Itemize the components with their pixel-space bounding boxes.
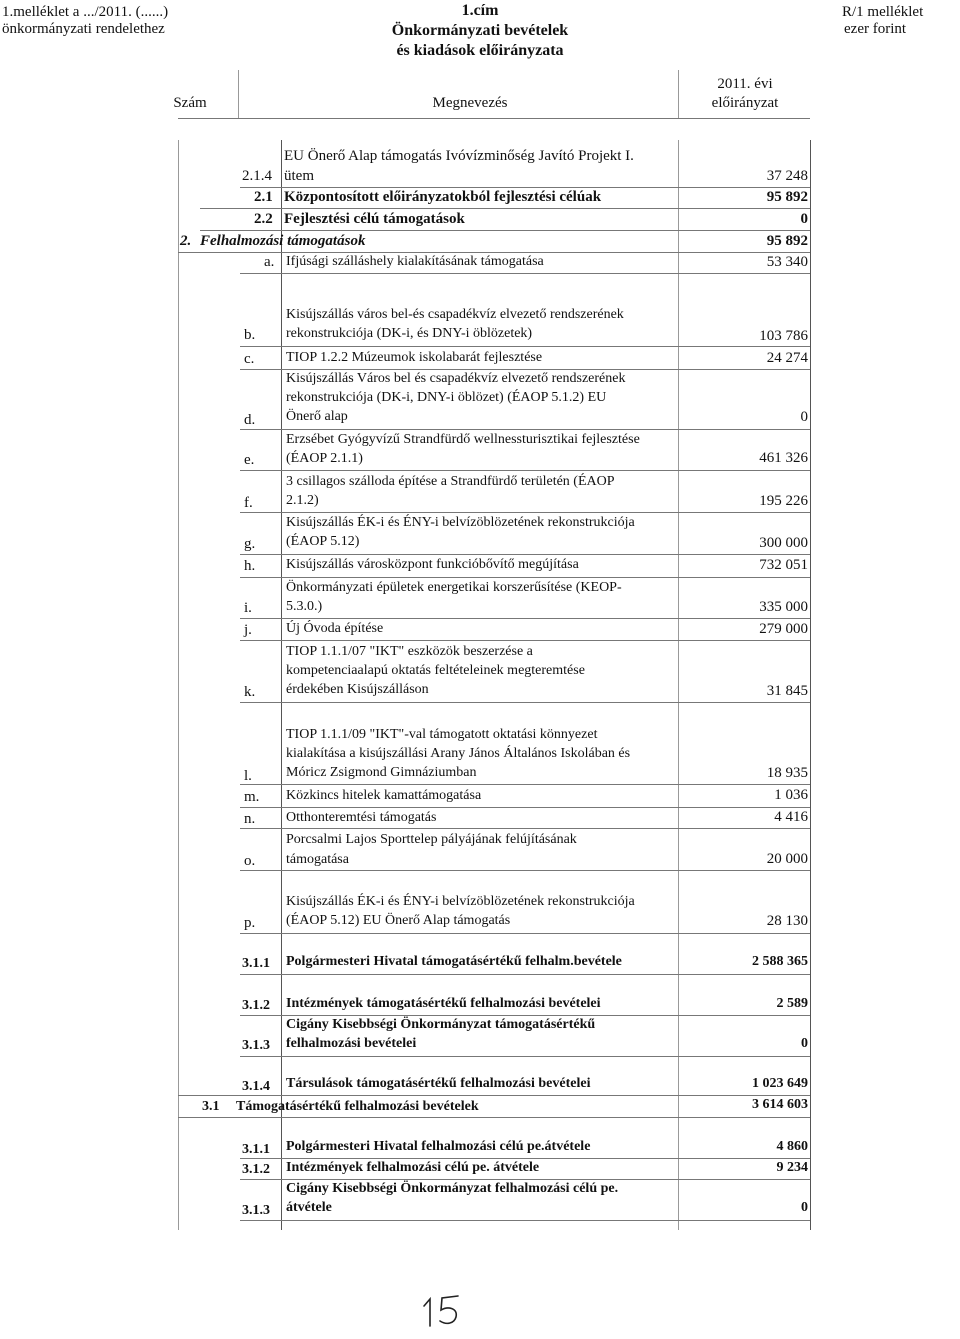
header-subtitle-2: és kiadások előirányzata xyxy=(396,42,564,59)
row-value: 18 935 xyxy=(766,765,808,781)
row-label: kialakítása a kisújszállási Arany János Általános Iskolában és xyxy=(286,746,631,761)
row-number: 2.2 xyxy=(254,211,273,227)
row-label: (ÉAOP 5.12) xyxy=(286,534,360,549)
header-left-line2: önkormányzati rendelethez xyxy=(2,21,165,37)
row-divider xyxy=(240,933,810,934)
row-divider xyxy=(240,429,810,430)
row-label: Kisújszállás Város bel és csapadékvíz elvezető rendszerének xyxy=(286,371,626,386)
row-label: Központosított előirányzatokból fejlesztési célúak xyxy=(284,189,602,205)
row-number: m. xyxy=(244,789,260,805)
row-value: 1 036 xyxy=(774,787,808,803)
row-value: 4 860 xyxy=(776,1139,808,1154)
row-label: Önkormányzati épületek energetikai korszerűsítése (KEOP- xyxy=(286,580,622,595)
row-label: 5.3.0.) xyxy=(286,599,323,614)
row-number: h. xyxy=(244,558,256,574)
column-rule-left xyxy=(238,70,239,118)
row-divider xyxy=(178,1095,810,1096)
row-label: TIOP 1.2.2 Múzeumok iskolabarát fejlesztése xyxy=(286,350,543,365)
row-label: Közkincs hitelek kamattámogatása xyxy=(286,788,482,803)
row-label: Erzsébet Gyógyvízű Strandfürdő wellnessturisztikai fejlesztése xyxy=(286,432,640,447)
row-number: 3.1.1 xyxy=(242,1142,270,1157)
header-right-line1: R/1 melléklet xyxy=(842,4,924,20)
row-value: 0 xyxy=(800,409,808,425)
row-divider xyxy=(240,512,810,513)
handwritten-page-number xyxy=(418,1290,478,1330)
row-number: 2.1.4 xyxy=(242,168,272,184)
row-value: 9 234 xyxy=(776,1160,808,1175)
row-number: 2. xyxy=(180,233,192,249)
column-header-megnevezes: Megnevezés xyxy=(432,95,508,111)
row-divider xyxy=(178,252,810,253)
row-value: 37 248 xyxy=(766,168,808,184)
row-label: Porcsalmi Lajos Sporttelep pályájának felújításának xyxy=(286,832,577,847)
row-number: p. xyxy=(244,915,256,931)
row-divider xyxy=(240,828,810,829)
row-label: rekonstrukciója (DK-i, és DNY-i öblözetek) xyxy=(286,326,533,341)
row-number: i. xyxy=(244,600,252,616)
row-number: o. xyxy=(244,853,256,869)
row-value: 31 845 xyxy=(766,683,808,699)
row-divider xyxy=(240,870,810,871)
row-divider xyxy=(240,1179,810,1180)
header-bottom-rule xyxy=(178,118,810,119)
row-value: 95 892 xyxy=(766,233,808,249)
row-label: Kisújszállás város bel-és csapadékvíz elvezető rendszerének xyxy=(286,307,624,322)
row-value: 300 000 xyxy=(759,535,808,551)
row-value: 4 416 xyxy=(774,809,808,825)
row-divider xyxy=(200,230,810,231)
column-rule-number-name xyxy=(281,140,282,1230)
row-number: 3.1.1 xyxy=(242,956,270,971)
row-number: 3.1.3 xyxy=(242,1038,270,1053)
row-number: c. xyxy=(244,351,255,367)
row-divider xyxy=(240,273,810,274)
row-label: kompetenciaalapú oktatás feltételeinek megteremtése xyxy=(286,663,585,678)
row-divider xyxy=(240,1158,810,1159)
row-value: 103 786 xyxy=(759,328,808,344)
row-value: 0 xyxy=(800,211,808,227)
row-divider xyxy=(240,470,810,471)
row-label: átvétele xyxy=(286,1200,332,1215)
row-value: 20 000 xyxy=(766,851,808,867)
column-rule-name-value xyxy=(678,140,679,1230)
row-label: 3 csillagos szálloda építése a Strandfürdő területén (ÉAOP xyxy=(286,474,615,489)
row-label: Móricz Zsigmond Gimnáziumban xyxy=(286,765,477,780)
row-divider xyxy=(240,577,810,578)
row-number: 3.1.2 xyxy=(242,1162,270,1177)
row-label: (ÉAOP 2.1.1) xyxy=(286,451,363,466)
row-label: felhalmozási bevételei xyxy=(286,1036,417,1051)
row-divider xyxy=(240,346,810,347)
row-value: 0 xyxy=(801,1036,808,1051)
row-value: 24 274 xyxy=(766,350,808,366)
row-number: 3.1.3 xyxy=(242,1203,270,1218)
row-label: Cigány Kisebbségi Önkormányzat felhalmozási célú pe. xyxy=(286,1181,619,1196)
column-rule-right xyxy=(678,70,679,118)
row-divider xyxy=(240,784,810,785)
row-label: rekonstrukciója (DK-i, DNY-i öblözet) (ÉAOP 5.1.2) EU xyxy=(286,390,607,405)
header-right-line2: ezer forint xyxy=(844,21,907,37)
row-number: 3.1.2 xyxy=(242,998,270,1013)
row-value: 279 000 xyxy=(759,621,808,637)
row-label: Ifjúsági szálláshely kialakításának támogatása xyxy=(286,254,544,269)
row-value: 195 226 xyxy=(759,493,808,509)
row-number: n. xyxy=(244,811,256,827)
row-value: 2 588 365 xyxy=(752,954,808,969)
row-label: támogatása xyxy=(286,852,349,867)
row-label: Intézmények felhalmozási célú pe. átvétele xyxy=(286,1160,540,1175)
row-divider xyxy=(240,618,810,619)
row-label: érdekében Kisújszálláson xyxy=(286,682,429,697)
row-divider xyxy=(240,640,810,641)
row-number: 3.1 xyxy=(202,1099,220,1114)
row-label: EU Önerő Alap támogatás Ivóvízminőség Javító Projekt I. xyxy=(284,148,634,164)
row-label: Új Óvoda építése xyxy=(286,621,384,636)
row-label: Önerő alap xyxy=(286,409,348,424)
column-header-szam: Szám xyxy=(173,95,207,111)
column-rule-right-edge xyxy=(810,140,811,1230)
row-number: f. xyxy=(244,495,253,511)
row-number: g. xyxy=(244,536,256,552)
column-header-eloiranyzat: előirányzat xyxy=(711,95,779,111)
column-header-year: 2011. évi xyxy=(717,76,773,92)
row-number: 2.1 xyxy=(254,189,273,205)
row-value: 95 892 xyxy=(766,189,808,205)
row-divider xyxy=(240,1220,810,1221)
row-divider xyxy=(240,807,810,808)
header-left-line1: 1.melléklet a .../2011. (......) xyxy=(2,4,169,20)
row-label: Kisújszállás városközpont funkcióbővítő megújítása xyxy=(286,557,579,572)
row-label: Kisújszállás ÉK-i és ÉNY-i belvízöblözetének rekonstrukciója xyxy=(286,894,635,909)
row-divider xyxy=(240,1015,810,1016)
row-divider xyxy=(240,554,810,555)
row-label: Cigány Kisebbségi Önkormányzat támogatásértékű xyxy=(286,1017,596,1032)
row-number: j. xyxy=(244,622,252,638)
row-label: Felhalmozási támogatások xyxy=(200,233,366,249)
row-label: Intézmények támogatásértékű felhalmozási bevételei xyxy=(286,996,601,1011)
header-title: 1.cím xyxy=(461,2,499,19)
row-label: 2.1.2) xyxy=(286,493,319,508)
row-value: 0 xyxy=(801,1200,808,1215)
row-label: (ÉAOP 5.12) EU Önerő Alap támogatás xyxy=(286,913,511,928)
row-number: a. xyxy=(264,254,275,270)
row-value: 28 130 xyxy=(766,913,808,929)
row-value: 732 051 xyxy=(759,557,808,573)
row-divider xyxy=(240,369,810,370)
row-value: 461 326 xyxy=(759,450,808,466)
row-label: Polgármesteri Hivatal felhalmozási célú pe.átvétele xyxy=(286,1139,591,1154)
row-number: b. xyxy=(244,327,256,343)
row-divider xyxy=(240,974,810,975)
row-number: 3.1.4 xyxy=(242,1079,270,1094)
row-number: e. xyxy=(244,452,255,468)
row-value: 3 614 603 xyxy=(752,1097,808,1112)
row-label: Támogatásértékű felhalmozási bevételek xyxy=(236,1099,479,1114)
row-divider xyxy=(240,702,810,703)
row-label: Kisújszállás ÉK-i és ÉNY-i belvízöblözetének rekonstrukciója xyxy=(286,515,635,530)
row-value: 1 023 649 xyxy=(752,1076,808,1091)
row-label: ütem xyxy=(284,168,314,184)
header-subtitle-1: Önkormányzati bevételek xyxy=(391,22,569,39)
row-label: Polgármesteri Hivatal támogatásértékű felhalm.bevétele xyxy=(286,954,622,969)
row-value: 335 000 xyxy=(759,599,808,615)
row-number: l. xyxy=(244,768,252,784)
row-value: 2 589 xyxy=(776,996,808,1011)
row-label: TIOP 1.1.1/07 "IKT" eszközök beszerzése a xyxy=(286,644,533,659)
row-divider xyxy=(178,1117,810,1118)
row-label: Fejlesztési célú támogatások xyxy=(284,211,465,227)
row-divider xyxy=(200,208,810,209)
row-label: Otthonteremtési támogatás xyxy=(286,810,437,825)
row-label: Társulások támogatásértékű felhalmozási bevételei xyxy=(286,1076,591,1091)
row-divider xyxy=(240,187,810,188)
row-number: d. xyxy=(244,412,256,428)
column-rule-outer-left xyxy=(178,140,179,1230)
row-divider xyxy=(240,1056,810,1057)
row-value: 53 340 xyxy=(766,254,808,270)
row-label: TIOP 1.1.1/09 "IKT"-val támogatott oktatási könnyezet xyxy=(286,727,598,742)
row-number: k. xyxy=(244,684,256,700)
